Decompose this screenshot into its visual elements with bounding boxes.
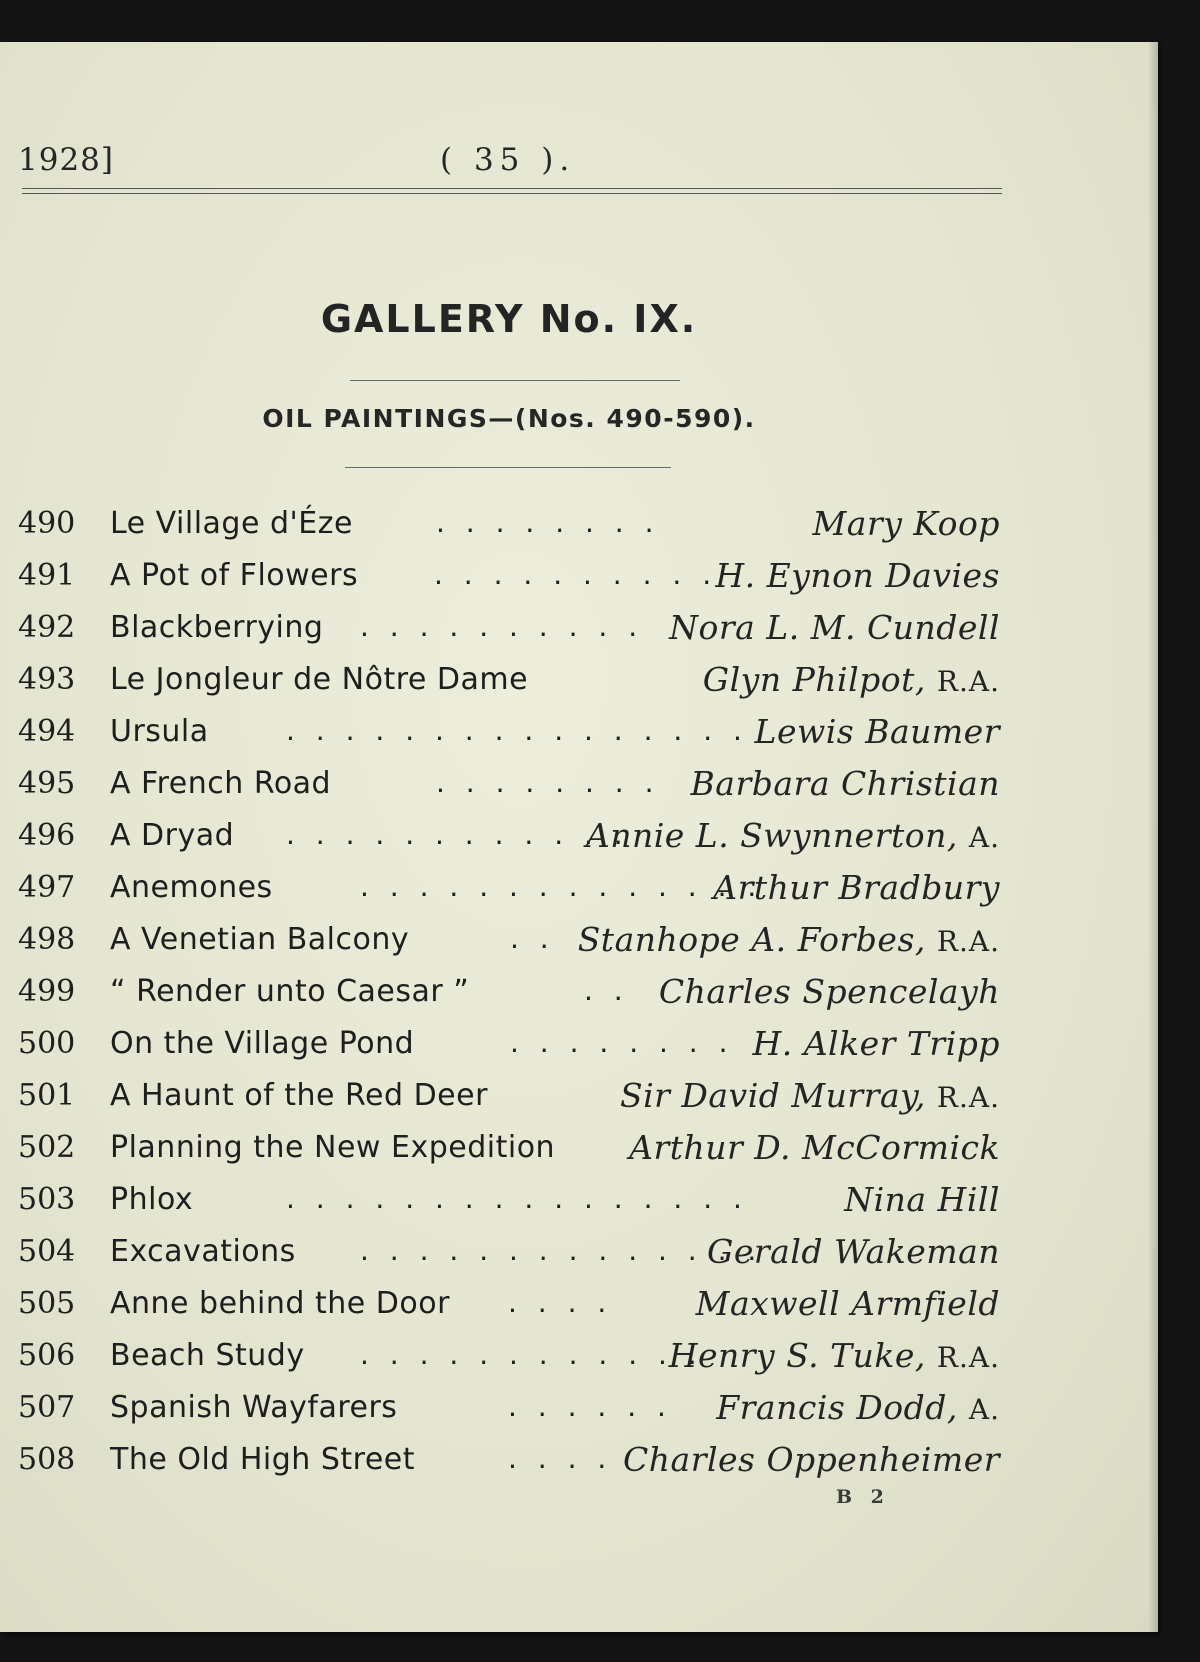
artist-name: Stanhope A. Forbes, xyxy=(577,920,926,959)
list-item xyxy=(0,1074,1000,1124)
entry-number: 495 xyxy=(18,766,76,801)
artist-name: Maxwell Armfield xyxy=(695,1284,1000,1323)
artist-name: Arthur D. McCormick xyxy=(629,1128,1000,1167)
artist-honour: R.A. xyxy=(936,1341,1000,1374)
list-item xyxy=(0,1126,1000,1176)
entry-leader-dots: . . . . . . . . . . . . . . xyxy=(360,1234,763,1267)
list-item xyxy=(0,1178,1000,1228)
entry-leader-dots: . . xyxy=(510,922,555,955)
entry-title: Beach Study xyxy=(110,1338,305,1373)
entry-title: A French Road xyxy=(110,766,332,801)
entry-leader-dots: . . . . . . . . xyxy=(436,766,660,799)
entry-artist xyxy=(696,1284,1000,1323)
entry-leader-dots: . . . . xyxy=(508,1286,613,1319)
entry-artist xyxy=(629,1128,1000,1167)
entry-number: 493 xyxy=(18,662,76,697)
page-edge-shadow xyxy=(1148,42,1158,1632)
entry-artist xyxy=(669,608,1000,647)
artist-name: H. Eynon Davies xyxy=(715,556,1000,595)
entry-artist xyxy=(715,556,1000,595)
entry-number: 503 xyxy=(18,1182,76,1217)
entry-leader-dots: . . . . . . . . xyxy=(510,1026,734,1059)
entry-leader-dots: . . xyxy=(584,974,629,1007)
list-item xyxy=(0,1230,1000,1280)
entry-number: 507 xyxy=(18,1390,76,1425)
entry-number: 491 xyxy=(18,558,76,593)
artist-honour: R.A. xyxy=(936,665,1000,698)
entry-title: Ursula xyxy=(110,714,209,749)
artist-honour: A. xyxy=(968,821,1000,854)
entry-artist xyxy=(716,1388,1000,1427)
entry-title: Phlox xyxy=(110,1182,194,1217)
artist-name: Charles Oppenheimer xyxy=(623,1440,1000,1479)
artist-name: Charles Spencelayh xyxy=(658,972,1000,1011)
entry-leader-dots: . . . . . . . . . . xyxy=(434,558,718,591)
entry-artist xyxy=(691,764,1000,803)
entry-number: 490 xyxy=(18,506,76,541)
entry-number: 494 xyxy=(18,714,76,749)
entry-title: Spanish Wayfarers xyxy=(110,1390,398,1425)
header-year: 1928] xyxy=(18,142,114,178)
list-item xyxy=(0,710,1000,760)
entry-artist xyxy=(578,920,1000,959)
list-item xyxy=(0,1438,1000,1488)
list-item xyxy=(0,1282,1000,1332)
entry-title: A Haunt of the Red Deer xyxy=(110,1078,488,1113)
entry-leader-dots: . . . . . . . . . . . . . . . . xyxy=(286,1182,748,1215)
artist-name: H. Alker Tripp xyxy=(752,1024,1000,1063)
artist-honour: R.A. xyxy=(936,1081,1000,1114)
entry-title: Excavations xyxy=(110,1234,296,1269)
entry-title: A Dryad xyxy=(110,818,235,853)
entry-number: 501 xyxy=(18,1078,76,1113)
entry-title: “ Render unto Caesar ” xyxy=(110,974,470,1009)
entry-number: 496 xyxy=(18,818,76,853)
entry-artist xyxy=(844,1180,1000,1219)
entry-leader-dots: . . . . . . . . . . . . xyxy=(286,818,629,851)
entry-artist xyxy=(669,1336,1000,1375)
list-item xyxy=(0,918,1000,968)
section-subtitle: OIL PAINTINGS—(Nos. 490-590). xyxy=(262,404,756,433)
list-item xyxy=(0,1334,1000,1384)
artist-name: Glyn Philpot, xyxy=(702,660,926,699)
artist-name: Gerald Wakeman xyxy=(707,1232,1000,1271)
artist-name: Francis Dodd, xyxy=(716,1388,958,1427)
artist-name: Nora L. M. Cundell xyxy=(669,608,1000,647)
entry-number: 499 xyxy=(18,974,76,1009)
artist-name: Lewis Baumer xyxy=(754,712,1000,751)
entry-number: 508 xyxy=(18,1442,76,1477)
artist-name: Henry S. Tuke, xyxy=(668,1336,926,1375)
list-item xyxy=(0,606,1000,656)
entry-number: 505 xyxy=(18,1286,76,1321)
artist-name: Sir David Murray, xyxy=(620,1076,926,1115)
entry-number: 497 xyxy=(18,870,76,905)
list-item xyxy=(0,762,1000,812)
list-item xyxy=(0,502,1000,552)
list-item xyxy=(0,1386,1000,1436)
entry-artist xyxy=(703,660,1000,699)
list-item xyxy=(0,554,1000,604)
entry-leader-dots: . . . . . . . . . . . . xyxy=(360,1338,703,1371)
entry-artist xyxy=(586,816,1000,855)
entry-artist xyxy=(713,868,1000,907)
artist-name: Annie L. Swynnerton, xyxy=(585,816,958,855)
artist-name: Mary Koop xyxy=(812,504,1000,543)
entry-artist xyxy=(623,1440,1000,1479)
entry-number: 506 xyxy=(18,1338,76,1373)
signature-mark: B 2 xyxy=(836,1486,890,1508)
entry-number: 500 xyxy=(18,1026,76,1061)
entry-title: Anemones xyxy=(110,870,273,905)
gallery-title: GALLERY No. IX. xyxy=(320,297,698,341)
entry-number: 498 xyxy=(18,922,76,957)
artist-honour: A. xyxy=(968,1393,1000,1426)
header-double-rule xyxy=(22,188,1002,194)
list-item xyxy=(0,1022,1000,1072)
entry-artist xyxy=(813,504,1001,543)
title-rule-lower xyxy=(345,467,671,468)
header-page-number: ( 35 ). xyxy=(440,142,576,178)
entry-number: 504 xyxy=(18,1234,76,1269)
list-item xyxy=(0,866,1000,916)
entry-title: Le Jongleur de Nôtre Dame xyxy=(110,662,529,697)
entry-title: A Pot of Flowers xyxy=(110,558,359,593)
list-item xyxy=(0,658,1000,708)
list-item xyxy=(0,970,1000,1020)
entry-leader-dots: . . . . . . . . . . xyxy=(360,610,644,643)
entry-artist xyxy=(707,1232,1000,1271)
entry-artist xyxy=(620,1076,1000,1115)
artist-name: Arthur Bradbury xyxy=(713,868,1000,907)
entry-title: Anne behind the Door xyxy=(110,1286,450,1321)
entry-title: On the Village Pond xyxy=(110,1026,415,1061)
entry-artist xyxy=(752,1024,1000,1063)
entry-number: 492 xyxy=(18,610,76,645)
catalogue-page xyxy=(0,42,1158,1632)
entry-leader-dots: . . . . . . . . . . . . . . . . xyxy=(286,714,748,747)
artist-name: Nina Hill xyxy=(844,1180,1000,1219)
entry-title: The Old High Street xyxy=(110,1442,416,1477)
entry-artist xyxy=(659,972,1000,1011)
entry-number: 502 xyxy=(18,1130,76,1165)
entry-leader-dots: . . . . . . . . . . . . . . xyxy=(360,870,763,903)
artist-name: Barbara Christian xyxy=(690,764,1000,803)
entry-leader-dots: . . . . . . xyxy=(508,1390,672,1423)
entry-title: Le Village d'Éze xyxy=(110,506,353,541)
list-item xyxy=(0,814,1000,864)
title-rule-upper xyxy=(350,380,680,381)
entry-leader-dots: . . . . . . . . xyxy=(436,506,660,539)
entry-leader-dots: . . . . xyxy=(508,1442,613,1475)
entry-artist xyxy=(755,712,1000,751)
entry-title: Planning the New Expedition xyxy=(110,1130,556,1165)
entry-title: Blackberrying xyxy=(110,610,324,645)
artist-honour: R.A. xyxy=(936,925,1000,958)
entry-title: A Venetian Balcony xyxy=(110,922,410,957)
